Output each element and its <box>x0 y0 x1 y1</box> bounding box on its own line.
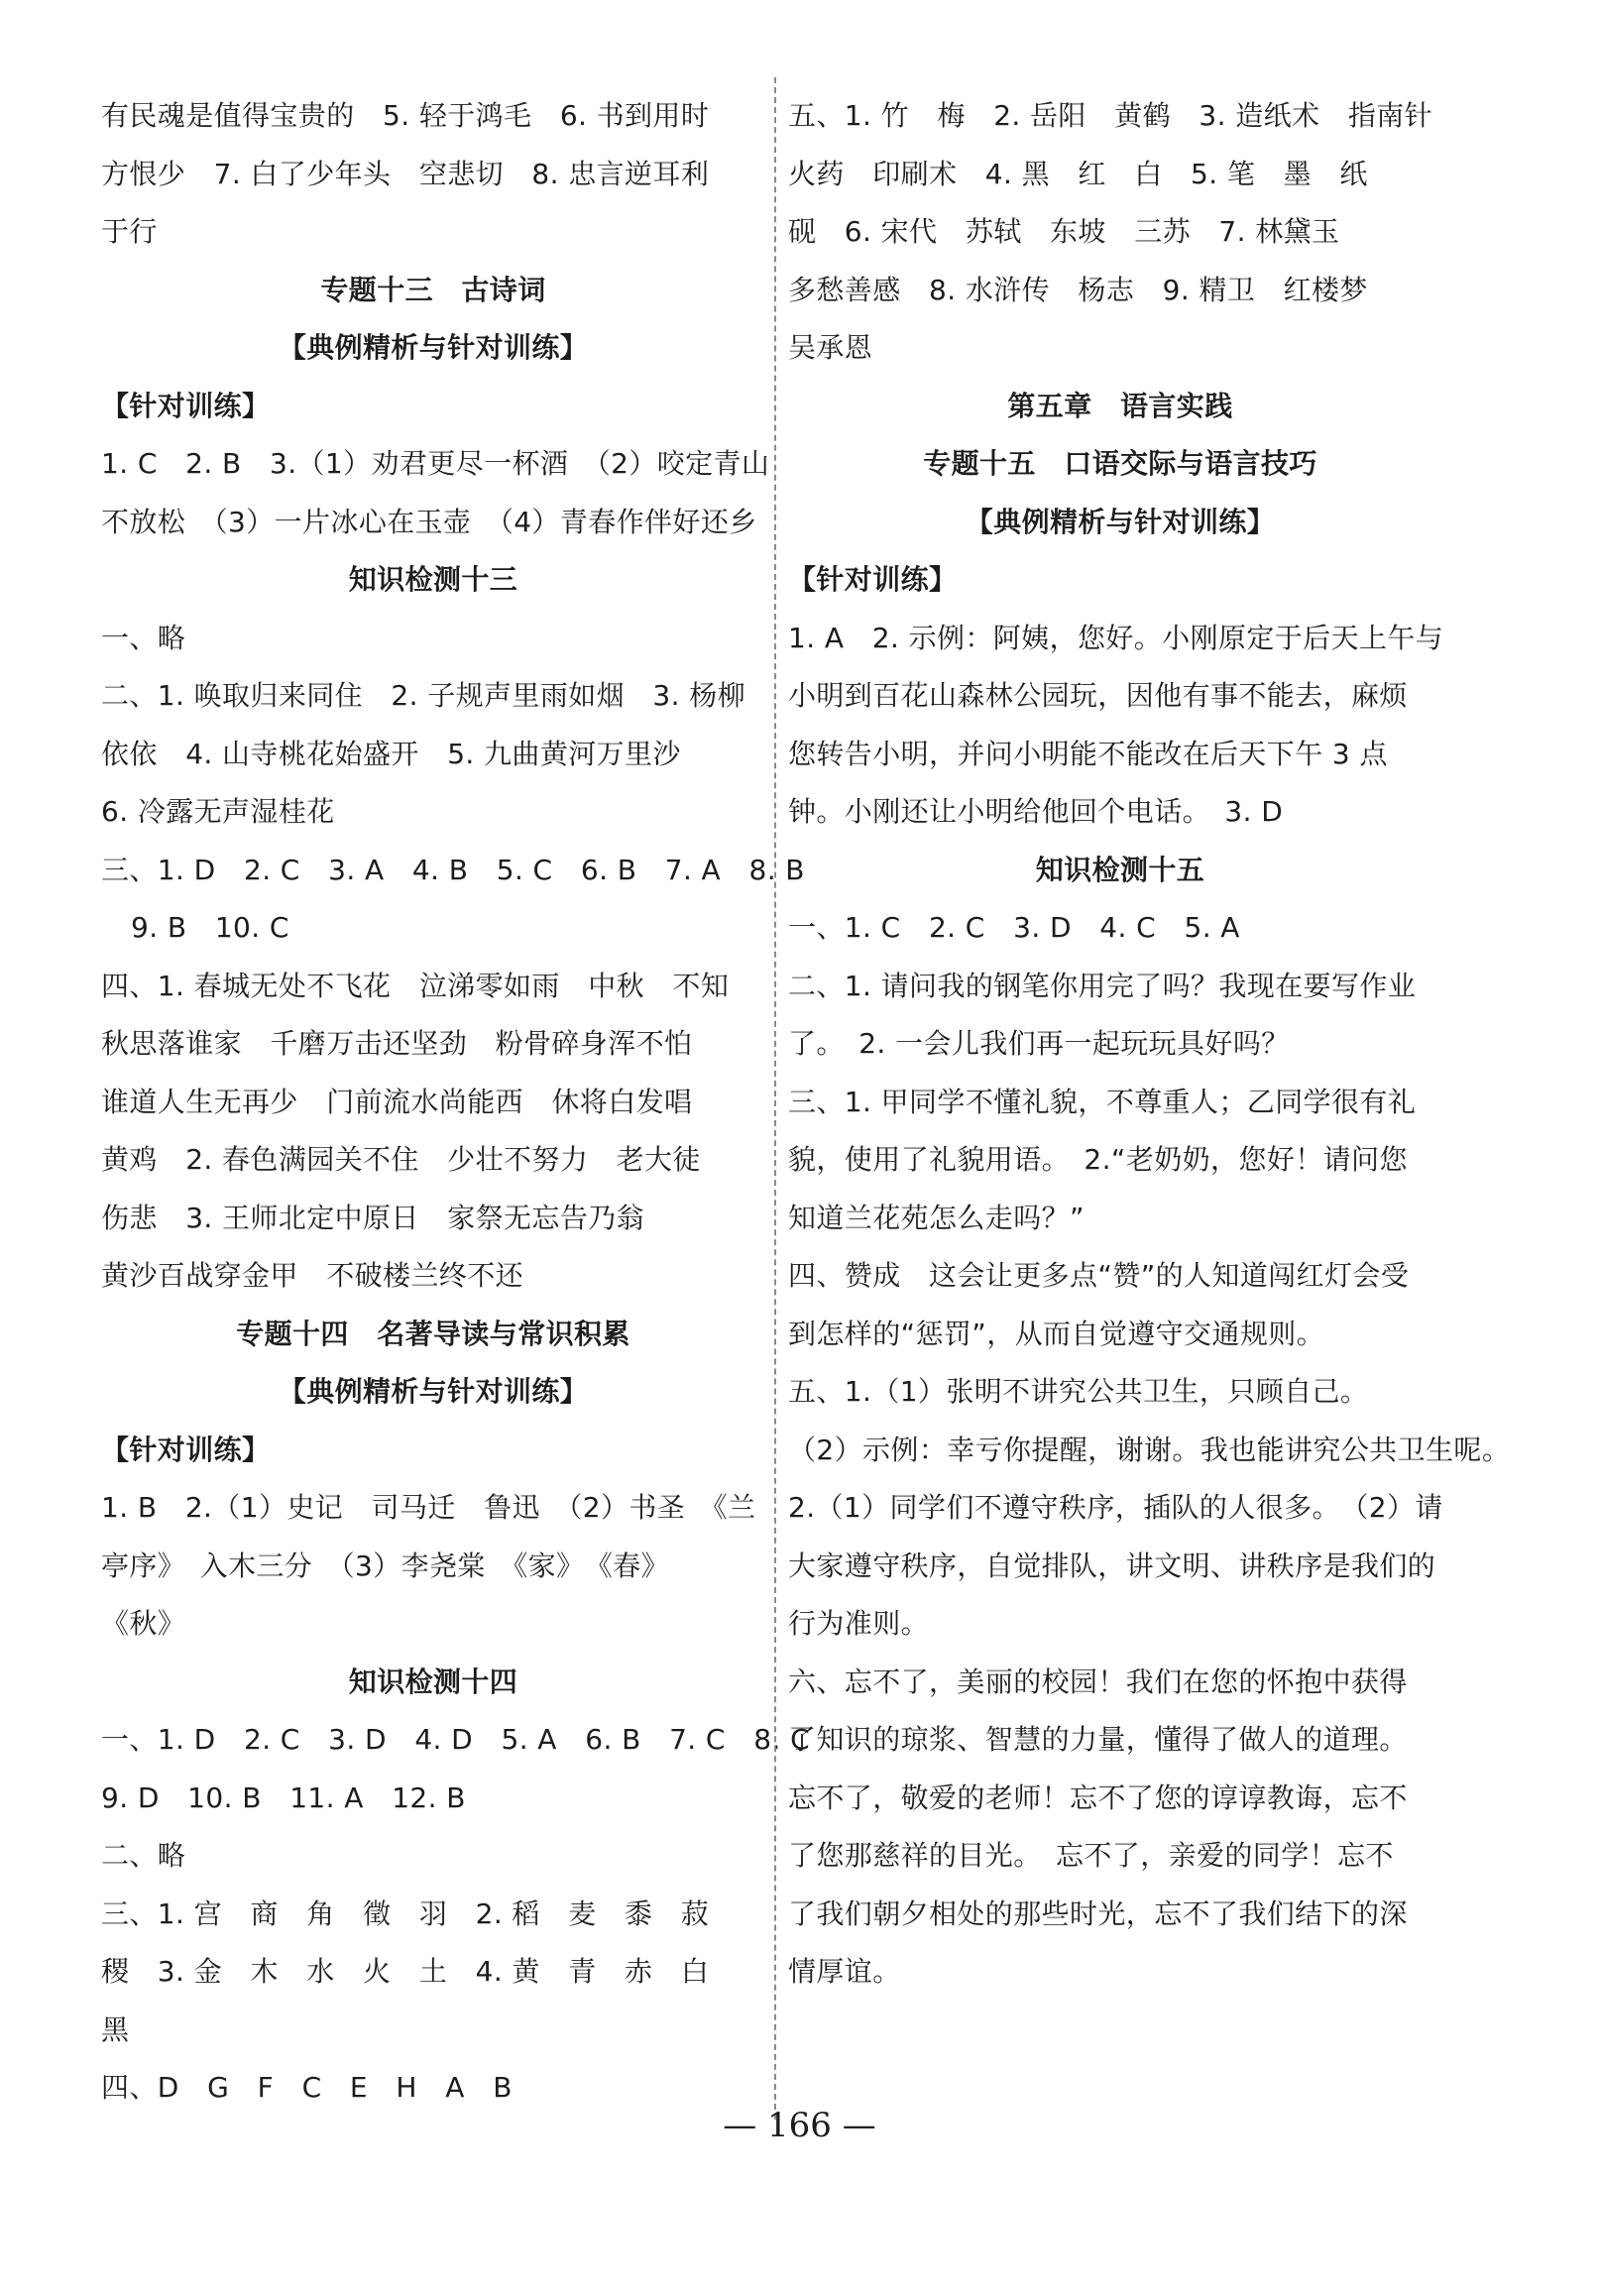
text-line: 了。 2. 一会儿我们再一起玩玩具好吗？ <box>788 1027 1290 1060</box>
section-heading: 专题十五 口语交际与语言技巧 <box>923 447 1317 480</box>
text-line: 三、1. D 2. C 3. A 4. B 5. C 6. B 7. A 8. B <box>101 853 805 886</box>
text-line: 忘不了，敬爱的老师！忘不了您的谆谆教诲，忘不 <box>788 1780 1408 1814</box>
text-line: 秋思落谁家 千磨万击还坚劲 粉骨碎身浑不怕 <box>101 1027 693 1060</box>
text-line: 五、1.（1）张明不讲究公共卫生，只顾自己。 <box>788 1375 1369 1408</box>
text-line: 谁道人生无再少 门前流水尚能西 休将白发唱 <box>101 1085 693 1118</box>
text-line: 了您那慈祥的目光。 忘不了，亲爱的同学！忘不 <box>788 1839 1394 1872</box>
text-line: 吴承恩 <box>788 331 873 364</box>
text-line: 火药 印刷术 4. 黑 红 白 5. 笔 墨 纸 <box>788 157 1368 190</box>
text-line: 9. D 10. B 11. A 12. B <box>101 1780 466 1814</box>
text-line: 了我们朝夕相处的那些时光，忘不了我们结下的深 <box>788 1896 1408 1930</box>
subsection-heading: 【典例精析与针对训练】 <box>278 1375 589 1408</box>
text-line: （2）示例：幸亏你提醒，谢谢。我也能讲究公共卫生呢。 <box>788 1433 1511 1466</box>
text-line: 黑 <box>101 2012 130 2046</box>
text-line: 四、D G F C E H A B <box>101 2071 513 2104</box>
text-line: 二、略 <box>101 1839 186 1872</box>
subsection-heading: 【典例精析与针对训练】 <box>965 505 1276 538</box>
text-line: 一、略 <box>101 621 186 654</box>
chapter-heading: 第五章 语言实践 <box>1007 389 1233 422</box>
text-line: 三、1. 宫 商 角 徵 羽 2. 稻 麦 黍 菽 <box>101 1896 710 1930</box>
text-line: 6. 冷露无声湿桂花 <box>101 795 335 828</box>
text-line: 9. B 10. C <box>131 911 289 944</box>
text-line: 伤悲 3. 王师北定中原日 家祭无忘告乃翁 <box>101 1201 645 1234</box>
text-line: 于行 <box>101 215 158 248</box>
text-line: 1. C 2. B 3.（1）劝君更尽一杯酒 （2）咬定青山 <box>101 447 770 480</box>
section-heading: 知识检测十三 <box>348 563 518 596</box>
text-line: 了知识的琼浆、智慧的力量，懂得了做人的道理。 <box>788 1723 1408 1756</box>
text-line: 不放松 （3）一片冰心在玉壶 （4）青春作伴好还乡 <box>101 505 757 538</box>
text-line: 六、忘不了，美丽的校园！我们在您的怀抱中获得 <box>788 1665 1408 1698</box>
section-heading: 专题十三 古诗词 <box>320 273 546 306</box>
text-line: 三、1. 甲同学不懂礼貌，不尊重人；乙同学很有礼 <box>788 1085 1417 1118</box>
text-line: 一、1. D 2. C 3. D 4. D 5. A 6. B 7. C 8. C <box>101 1723 811 1756</box>
text-line: 1. A 2. 示例：阿姨，您好。小刚原定于后天上午与 <box>788 621 1444 654</box>
text-line: 貌，使用了礼貌用语。 2.“老奶奶，您好！请问您 <box>788 1143 1408 1176</box>
training-label: 【针对训练】 <box>101 389 271 422</box>
text-line: 行为准则。 <box>788 1607 930 1640</box>
text-line: 二、1. 请问我的钢笔你用完了吗？我现在要写作业 <box>788 969 1417 1002</box>
subsection-heading: 【典例精析与针对训练】 <box>278 331 589 364</box>
text-line: 钟。小刚还让小明给他回个电话。 3. D <box>788 795 1284 828</box>
left-column <box>101 87 811 2118</box>
section-heading: 知识检测十五 <box>1035 853 1205 886</box>
text-line: 亭序》 入木三分 （3）李尧棠 《家》 《春》 <box>101 1549 670 1582</box>
text-line: 小明到百花山森林公园玩，因他有事不能去，麻烦 <box>788 679 1408 712</box>
right-column <box>788 87 1511 2002</box>
text-line: 《秋》 <box>101 1607 186 1640</box>
text-line: 知道兰花苑怎么走吗？” <box>788 1201 1085 1234</box>
text-line: 四、赞成 这会让更多点“赞”的人知道闯红灯会受 <box>788 1259 1410 1292</box>
text-line: 您转告小明，并问小明能不能改在后天下午 3 点 <box>788 737 1388 770</box>
column-divider <box>774 77 776 2120</box>
text-line: 二、1. 唤取归来同住 2. 子规声里雨如烟 3. 杨柳 <box>101 679 746 712</box>
text-line: 大家遵守秩序，自觉排队，讲文明、讲秩序是我们的 <box>788 1549 1436 1582</box>
section-heading: 专题十四 名著导读与常识积累 <box>236 1317 630 1350</box>
text-line: 黄沙百战穿金甲 不破楼兰终不还 <box>101 1259 524 1292</box>
text-line: 砚 6. 宋代 苏轼 东坡 三苏 7. 林黛玉 <box>788 215 1340 248</box>
text-line: 情厚谊。 <box>788 1955 901 1988</box>
text-line: 黄鸡 2. 春色满园关不住 少壮不努力 老大徒 <box>101 1143 701 1176</box>
training-label: 【针对训练】 <box>101 1433 271 1466</box>
text-line: 到怎样的“惩罚”，从而自觉遵守交通规则。 <box>788 1317 1325 1350</box>
text-line: 五、1. 竹 梅 2. 岳阳 黄鹤 3. 造纸术 指南针 <box>788 99 1433 132</box>
text-line: 1. B 2.（1）史记 司马迁 鲁迅 （2）书圣 《兰 <box>101 1491 756 1524</box>
text-line: 有民魂是值得宝贵的 5. 轻于鸿毛 6. 书到用时 <box>101 99 710 132</box>
text-line: 稷 3. 金 木 水 火 土 4. 黄 青 赤 白 <box>101 1955 710 1988</box>
text-line: 依依 4. 山寺桃花始盛开 5. 九曲黄河万里沙 <box>101 737 681 770</box>
training-label: 【针对训练】 <box>788 563 958 596</box>
section-heading: 知识检测十四 <box>348 1665 518 1698</box>
text-line: 多愁善感 8. 水浒传 杨志 9. 精卫 红楼梦 <box>788 273 1368 306</box>
text-line: 一、1. C 2. C 3. D 4. C 5. A <box>788 911 1240 944</box>
page-number: — 166 — <box>723 2106 876 2145</box>
text-line: 方恨少 7. 白了少年头 空悲切 8. 忠言逆耳利 <box>101 157 710 190</box>
text-line: 四、1. 春城无处不飞花 泣涕零如雨 中秋 不知 <box>101 969 730 1002</box>
text-line: 2.（1）同学们不遵守秩序，插队的人很多。 （2）请 <box>788 1491 1443 1524</box>
